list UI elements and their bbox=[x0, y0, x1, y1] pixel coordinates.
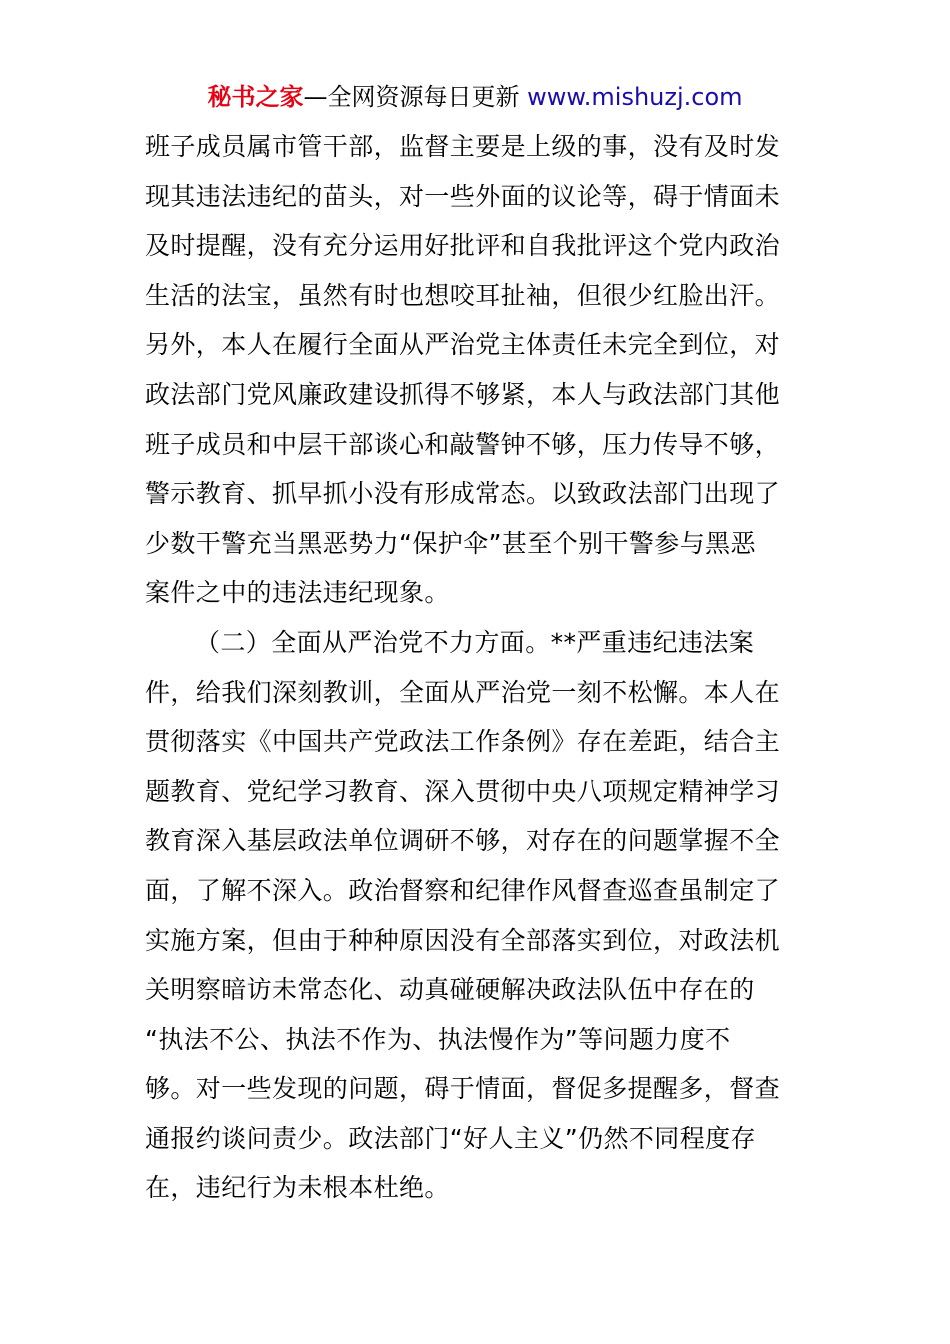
text-line: 在，违纪行为未根本杜绝。 bbox=[145, 1173, 450, 1203]
brand-name: 秘书之家 bbox=[207, 83, 304, 111]
text-line: 通报约谈问责少。政法部门“好人主义”仍然不同程度存 bbox=[145, 1123, 756, 1153]
text-line: 生活的法宝，虽然有时也想咬耳扯袖，但很少红脸出汗。 bbox=[145, 280, 781, 310]
text-line: 另外，本人在履行全面从严治党主体责任未完全到位，对 bbox=[145, 330, 781, 360]
text-line: 班子成员属市管干部，监督主要是上级的事，没有及时发 bbox=[145, 132, 781, 161]
text-line: 教育深入基层政法单位调研不够，对存在的问题掌握不全 bbox=[145, 826, 781, 856]
text-line: 现其违法违纪的苗头，对一些外面的议论等，碍于情面未 bbox=[145, 181, 781, 211]
text-line: 及时提醒，没有充分运用好批评和自我批评这个党内政治 bbox=[145, 231, 781, 261]
text-line: 少数干警充当黑恶势力“保护伞”甚至个别干警参与黑恶 bbox=[145, 528, 756, 558]
text-line: 案件之中的违法违纪现象。 bbox=[145, 578, 450, 608]
text-line: “执法不公、执法不作为、执法慢作为”等问题力度不 bbox=[145, 1024, 731, 1054]
header-tagline: —全网资源每日更新 bbox=[303, 83, 520, 111]
page-header bbox=[0, 80, 950, 114]
document-body bbox=[145, 122, 810, 1213]
text-line-indented: （二）全面从严治党不力方面。**严重违纪违法案 bbox=[195, 627, 755, 657]
text-line: 班子成员和中层干部谈心和敲警钟不够，压力传导不够， bbox=[145, 429, 781, 459]
paragraph-2 bbox=[145, 618, 810, 1213]
text-line: 实施方案，但由于种种原因没有全部落实到位，对政法机 bbox=[145, 925, 781, 955]
text-line: 政法部门党风廉政建设抓得不够紧，本人与政法部门其他 bbox=[145, 379, 781, 409]
text-line: 件，给我们深刻教训，全面从严治党一刻不松懈。本人在 bbox=[145, 677, 781, 707]
text-line: 贯彻落实《中国共产党政法工作条例》存在差距，结合主 bbox=[145, 727, 781, 757]
site-url-link[interactable]: www.mishuzj.com bbox=[527, 83, 743, 111]
text-line: 面，了解不深入。政治督察和纪律作风督查巡查虽制定了 bbox=[145, 875, 781, 905]
text-line: 题教育、党纪学习教育、深入贯彻中央八项规定精神学习 bbox=[145, 776, 781, 806]
text-line: 关明察暗访未常态化、动真碰硬解决政法队伍中存在的 bbox=[145, 975, 755, 1005]
paragraph-1 bbox=[145, 122, 810, 618]
text-line: 警示教育、抓早抓小没有形成常态。以致政法部门出现了 bbox=[145, 479, 781, 509]
text-line: 够。对一些发现的问题，碍于情面，督促多提醒多，督查 bbox=[145, 1074, 781, 1104]
